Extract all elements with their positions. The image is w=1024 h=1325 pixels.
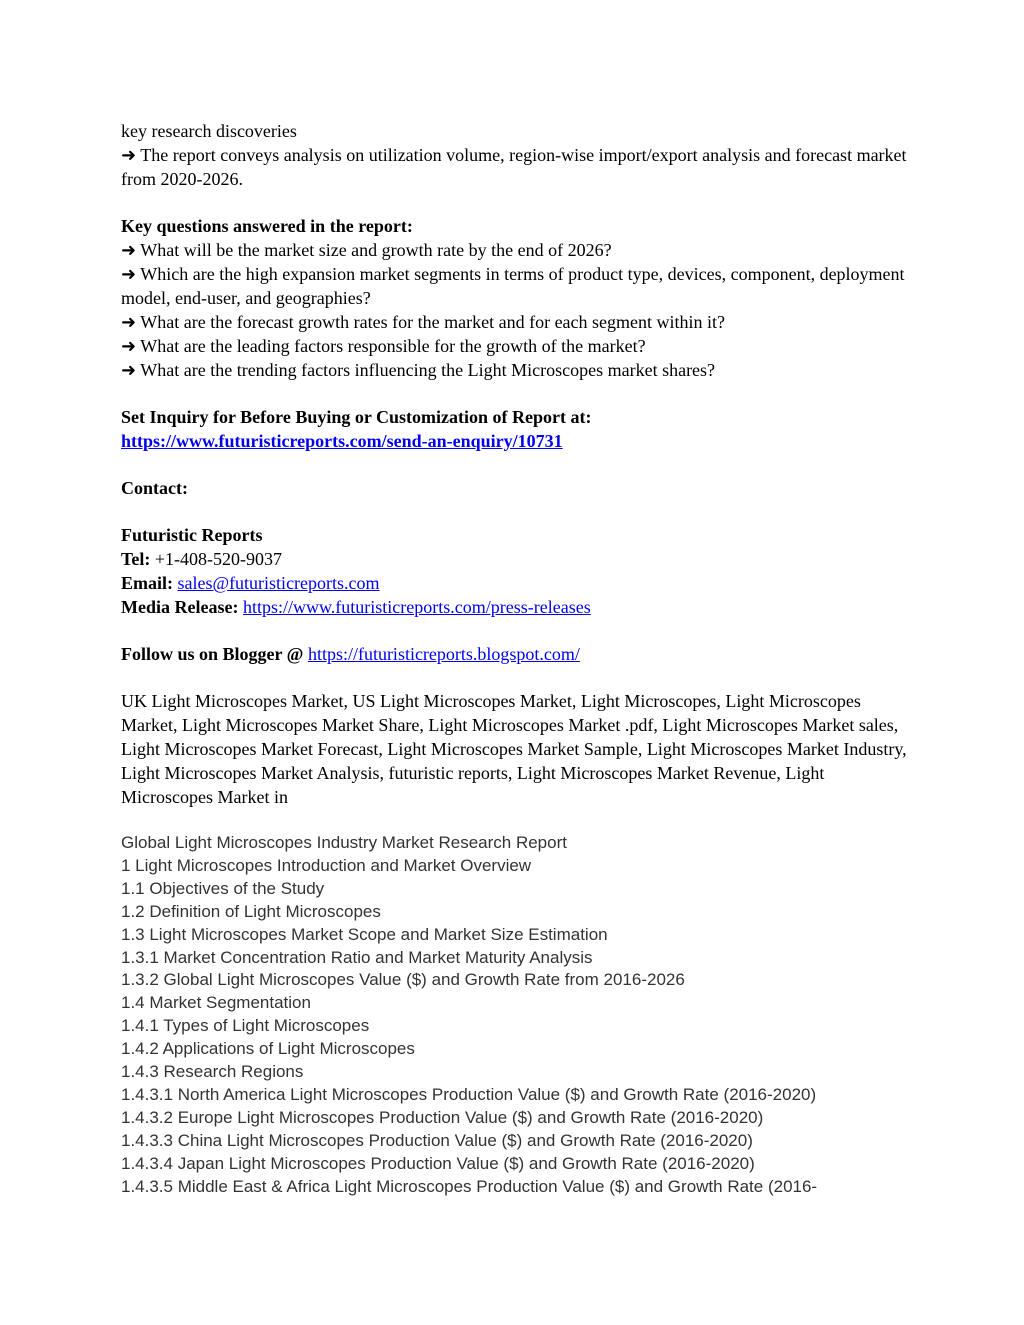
contact-heading: Contact: <box>121 478 188 498</box>
blogger-link[interactable]: https://futuristicreports.blogspot.com/ <box>307 644 580 664</box>
tel-value: +1-408-520-9037 <box>150 549 282 569</box>
spacer <box>121 500 911 523</box>
toc-item: 1.4.3.1 North America Light Microscopes Production Value ($) and Growth Rate (2016-2020) <box>121 1084 817 1104</box>
keywords-paragraph: UK Light Microscopes Market, US Light Microscopes Market, Light Microscopes, Light Microscopes Market, Light Microscopes Market Share, Light Microscopes Market .pdf, Light Microscopes Market sales, Light Microscopes Market Forecast, Light Microscopes Market Sample, Light Microscopes Market Industry, Light Microscopes Market Analysis, futuristic reports, Light Microscopes Market Revenue, Light Microscopes Market in <box>121 691 907 807</box>
toc-item: 1.4.3.3 China Light Microscopes Production Value ($) and Growth Rate (2016-2020) <box>121 1130 753 1150</box>
question-item: ➜ Which are the high expansion market segments in terms of product type, devices, component, deployment model, end-user, and geographies? <box>121 264 905 308</box>
spacer <box>121 191 911 214</box>
question-item: ➜ What are the forecast growth rates for the market and for each segment within it? <box>121 312 726 332</box>
toc-item: 1.3 Light Microscopes Market Scope and Market Size Estimation <box>121 924 608 944</box>
media-label: Media Release: <box>121 597 239 617</box>
email-line <box>121 571 911 595</box>
media-release-link[interactable]: https://www.futuristicreports.com/press-releases <box>242 597 591 617</box>
toc-item: 1.3.2 Global Light Microscopes Value ($) and Growth Rate from 2016-2026 <box>121 970 685 990</box>
toc-item: 1 Light Microscopes Introduction and Market Overview <box>121 855 532 875</box>
toc-item: 1.1 Objectives of the Study <box>121 878 325 898</box>
spacer <box>121 619 911 642</box>
toc-item: 1.4.3.5 Middle East & Africa Light Microscopes Production Value ($) and Growth Rate (2016- <box>121 1176 818 1196</box>
table-of-contents <box>121 832 911 1199</box>
intro-summary: ➜ The report conveys analysis on utilization volume, region-wise import/export analysis and forecast market from 2020-2026. <box>121 145 907 189</box>
spacer <box>121 453 911 476</box>
email-label: Email: <box>121 573 173 593</box>
tel-label: Tel: <box>121 549 151 569</box>
toc-item: 1.4.3 Research Regions <box>121 1062 304 1082</box>
toc-item: 1.4.3.4 Japan Light Microscopes Production Value ($) and Growth Rate (2016-2020) <box>121 1153 755 1173</box>
intro-line: key research discoveries <box>121 121 297 141</box>
toc-item: 1.2 Definition of Light Microscopes <box>121 901 381 921</box>
toc-item: 1.3.1 Market Concentration Ratio and Market Maturity Analysis <box>121 947 593 967</box>
question-item: ➜ What will be the market size and growth rate by the end of 2026? <box>121 240 612 260</box>
document-page <box>121 119 911 1199</box>
spacer <box>121 382 911 405</box>
inquiry-link[interactable]: https://www.futuristicreports.com/send-an-enquiry/10731 <box>121 431 563 451</box>
toc-item: Global Light Microscopes Industry Market Research Report <box>121 833 567 852</box>
toc-item: 1.4.1 Types of Light Microscopes <box>121 1016 370 1036</box>
spacer <box>121 666 911 689</box>
email-link[interactable]: sales@futuristicreports.com <box>177 573 380 593</box>
questions-heading: Key questions answered in the report: <box>121 216 413 236</box>
toc-item: 1.4.3.2 Europe Light Microscopes Production Value ($) and Growth Rate (2016-2020) <box>121 1107 764 1127</box>
inquiry-heading: Set Inquiry for Before Buying or Customization of Report at: <box>121 407 592 427</box>
media-line <box>121 595 911 619</box>
tel-line <box>121 547 911 571</box>
question-item: ➜ What are the trending factors influencing the Light Microscopes market shares? <box>121 360 716 380</box>
toc-item: 1.4.2 Applications of Light Microscopes <box>121 1039 415 1059</box>
question-item: ➜ What are the leading factors responsible for the growth of the market? <box>121 336 646 356</box>
toc-item: 1.4 Market Segmentation <box>121 993 311 1013</box>
follow-line <box>121 642 911 666</box>
follow-label: Follow us on Blogger @ <box>121 644 304 664</box>
company-name: Futuristic Reports <box>121 525 263 545</box>
